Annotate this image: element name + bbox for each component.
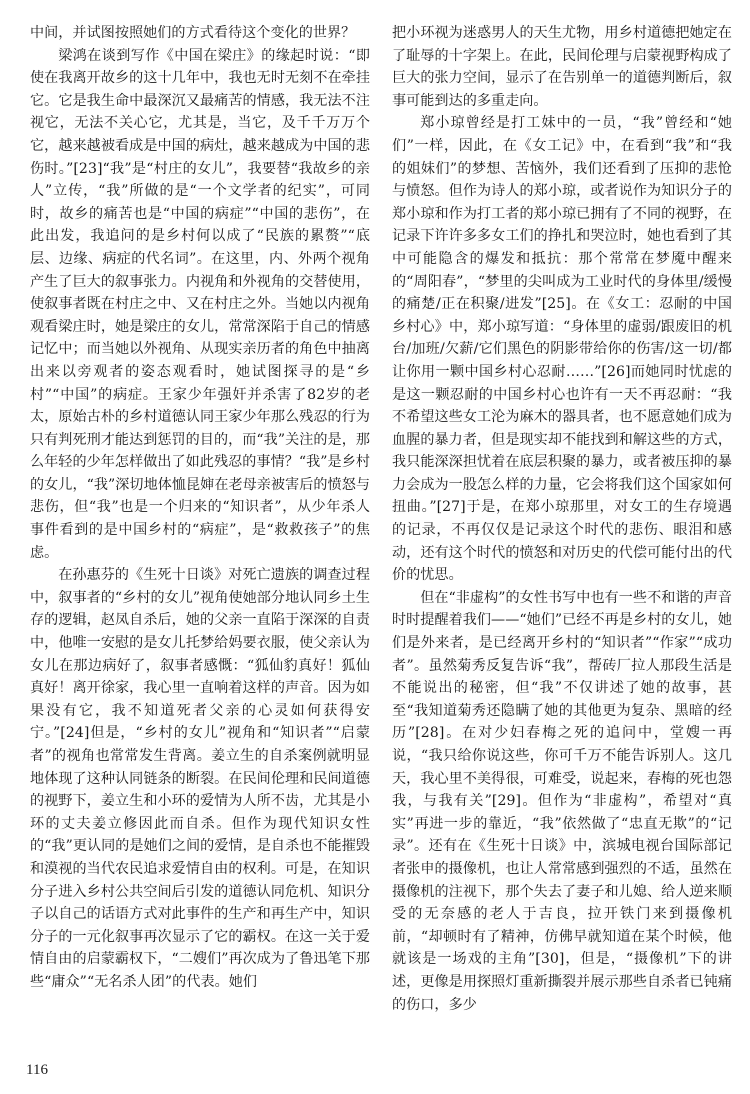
paragraph: 在孙惠芬的《生死十日谈》对死亡遗族的调查过程中，叙事者的“乡村的女儿”视角使她部分地认同乡土生存的逻辑，赵凤自杀后，她的父亲一直陷于深深的自责中，他唯一安慰的是女儿托梦给妈要衣服，使父亲认为女儿在那边病好了，叙事者感慨：“狐仙豹真好！狐仙真好！离开徐家，我心里一直响着这样的声音。因为如果没有它，我不知道死者父亲的心灵如何获得安宁。”[24]但是，“乡村的女儿”视角和“知识者”“启蒙者”的视角也常常发生背离。姜立生的自杀案例就明显地体现了这种认同链条的断裂。在民间伦理和民间道德的视野下，姜立生和小环的爱情为人所不齿，尤其是小环的丈夫姜立修因此而自杀。但作为现代知识女性的“我”更认同的是她们之间的爱情，是自杀也不能摧毁和漠视的当代农民追求爱情自由的权利。可是，在知识分子进入乡村公共空间后引发的道德认同危机、知识分子以自己的话语方式对此事件的生产和再生产中，知识分子的一元化叙事再次显示了它的霸权。在这一关于爱情自由的启蒙霸权下，“二嫂们”再次成为了鲁迅笔下那些“庸众”“无名杀人团”的代表。她们 [30, 567, 370, 990]
paragraph: 郑小琼曾经是打工妹中的一员，“我”曾经和“她们”一样，因此，在《女工记》中，在看到“我”和“我的姐妹们”的梦想、苦恼外，我们还看到了压抑的悲怆与愤怒。但作为诗人的郑小琼，或者说作为知识分子的郑小琼和作为打工者的郑小琼已拥有了不同的视野，在记录下许许多多女工们的挣扎和哭泣时，她也看到了其中可能隐含的爆发和抵抗：那个常常在梦魇中醒来的“周阳春”，“梦里的尖叫成为工业时代的身体里/缓慢的痛楚/正在积聚/进发”[25]。在《女工：忍耐的中国乡村心》中，郑小琼写道：“身体里的虚弱/跟废旧的机台/加班/欠薪/它们黑色的阴影带给你的伤害/这一切/都让你用一颗中国乡村心忍耐……”[26]而她同时忧虑的是这一颗忍耐的中国乡村心也许有一天不再忍耐：“我不希望这些女工沦为麻木的器具者，也不愿意她们成为血腥的暴力者，但是现实却不能找到和解这些的方式，我只能深深担忧着在底层积聚的暴力，或者被压抑的暴力会成为一股怎么样的力量，它会将我们这个国家如何扭曲。”[27]于是，在郑小琼那里，对女工的生存境遇的记录，不再仅仅是记录这个时代的悲伤、眼泪和感动，还有这个时代的愤怒和对历史的代偿可能付出的代价的忧思。 [392, 115, 732, 584]
paragraph: 中间，并试图按照她们的方式看待这个变化的世界？ [30, 25, 356, 41]
page-number: 116 [26, 1062, 48, 1078]
left-column [30, 22, 370, 994]
paragraph: 但在“非虚构”的女性书写中也有一些不和谐的声音时时提醒着我们——“她们”已经不再是乡村的女儿，她们是外来者，是已经离开乡村的“知识者”“作家”“成功者”。虽然菊秀反复告诉“我”，帮砖厂拉人那段生活是不能说出的秘密，但“我”不仅讲述了她的故事，甚至“我知道菊秀还隐瞒了她的其他更为复杂、黑暗的经历”[28]。在对少妇春梅之死的追问中，堂嫂一再说，“我只给你说这些，你可千万不能告诉别人。这几天，我心里不美得很，可难受，说起来，春梅的死也怨我，与我有关”[29]。但作为“非虚构”，希望对“真实”再进一步的靠近，“我”依然做了“忠直无欺”的“记录”。还有在《生死十日谈》中，滨城电视台国际部记者张申的摄像机，也让人常常感到强烈的不适，虽然在摄像机的注视下，那个失去了妻子和儿媳、给人逆来顺受的无奈感的老人于吉良，拉开铁门来到摄像机前，“却顿时有了精神，仿佛早就知道在某个时候，他就该是一场戏的主角”[30]，但是，“摄像机”下的讲述，更像是用探照灯重新撕裂并展示那些自杀者已钝痛的伤口，多少 [392, 589, 732, 1013]
right-column [392, 22, 732, 1016]
paragraph: 梁鸿在谈到写作《中国在梁庄》的缘起时说：“即使在我离开故乡的这十几年中，我也无时无刻不在牵挂它。它是我生命中最深沉又最痛苦的情感，我无法不注视它，无法不关心它，尤其是，当它，及千千万万个它，越来越被看成是中国的病灶，越来越成为中国的悲伤时。”[23]“我”是“村庄的女儿”，我要替“我故乡的亲人”立传，“我”所做的是“一个文学者的纪实”，可同时，故乡的痛苦也是“中国的病症”“中国的悲伤”，在此出发，我追问的是乡村何以成了“民族的累赘”“底层、边缘、病症的代名词”。在这里，内、外两个视角产生了巨大的叙事张力。内视角和外视角的交替使用，使叙事者既在村庄之中、又在村庄之外。当她以内视角观看梁庄时，她是梁庄的女儿，常常深陷于自己的情感记忆中；而当她以外视角、从现实亲历者的角色中抽离出来以旁观者的姿态观看时，她试图探寻的是“乡村”“中国”的病症。王家少年强奸并杀害了82岁的老太，原始古朴的乡村道德认同王家少年那么残忍的行为只有判死刑才能达到惩罚的目的，而“我”关注的是，那么年轻的少年怎样做出了如此残忍的事情？“我”是乡村的女儿，“我”深切地体恤昆婶在老母亲被害后的愤怒与悲伤，但“我”也是一个归来的“知识者”，从少年杀人事件看到的是中国乡村的“病症”，是“救救孩子”的焦虑。 [30, 47, 370, 561]
paragraph: 把小环视为迷惑男人的天生尤物，用乡村道德把她定在了耻辱的十字架上。在此，民间伦理与启蒙视野构成了巨大的张力空间，显示了在告别单一的道德判断后，叙事可能到达的多重走向。 [392, 25, 732, 109]
